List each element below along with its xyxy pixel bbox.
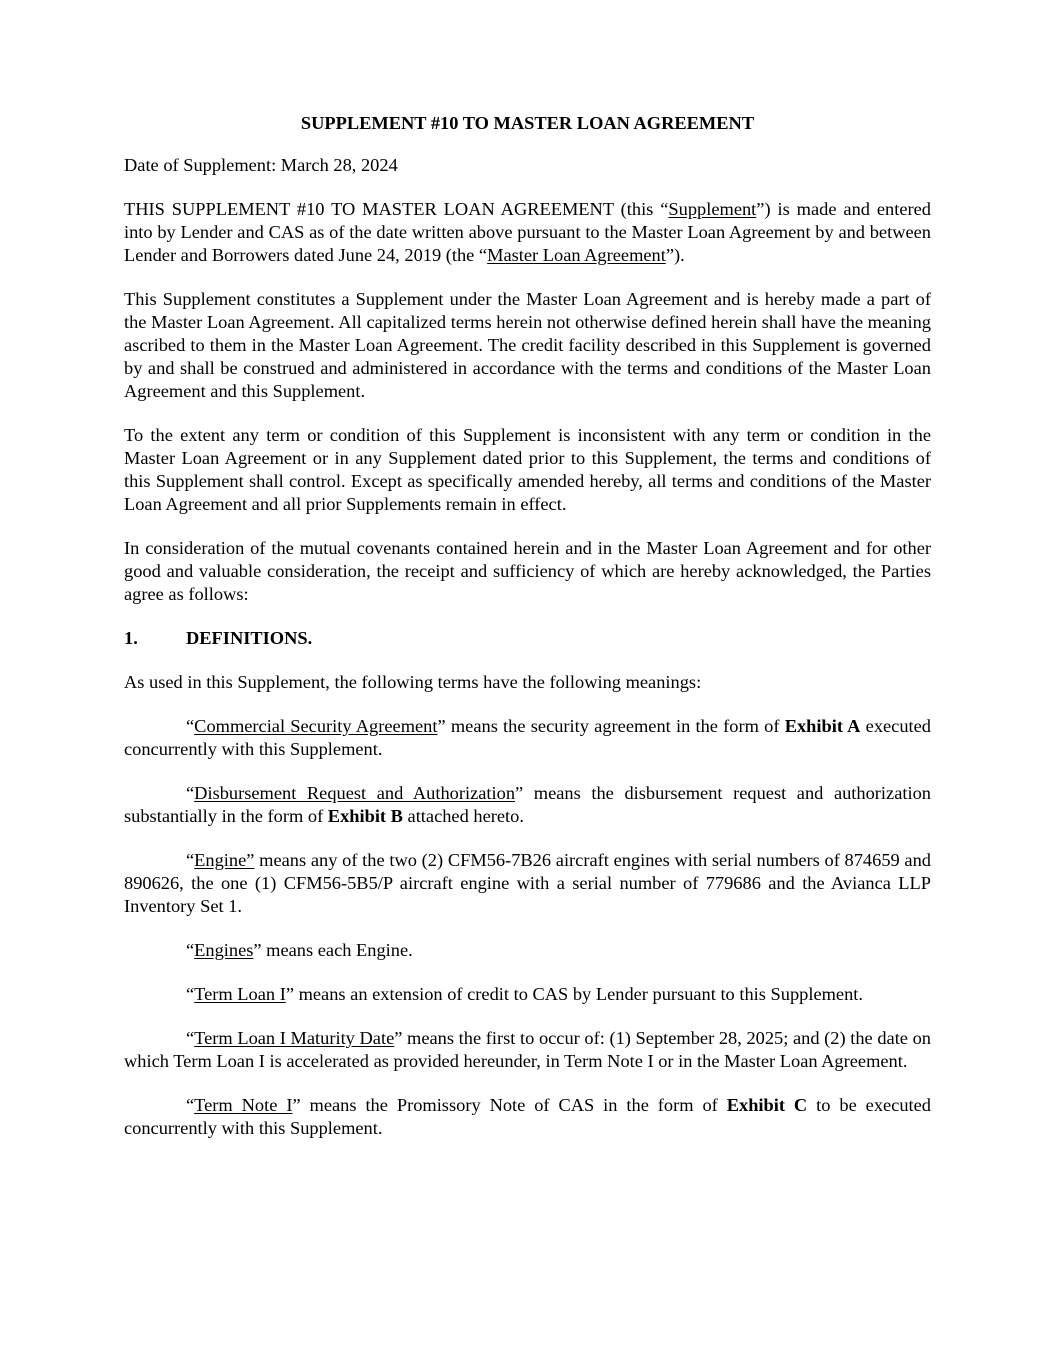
definitions-lead: As used in this Supplement, the following terms have the following meanings: — [124, 672, 702, 692]
definition-text: to be executed concurrently with this Supplement. — [124, 1095, 932, 1138]
definition-text: ” means each Engine. — [253, 940, 413, 960]
defined-term: Engine” — [194, 850, 255, 870]
quote-open: “ — [186, 940, 195, 960]
definition-text: ” means the disbursement request and authorization substantially in the form of — [124, 783, 931, 826]
definition-text: ” means the first to occur of: (1) September 28, 2025; and (2) the date on which Term Loan I is accelerated as provided hereunder, in Term Note I or in the Master Loan Agreement. — [124, 1028, 931, 1071]
exhibit-reference: Exhibit A — [784, 716, 861, 736]
definition-text: ” means an extension of credit to CAS by Lender pursuant to this Supplement. — [285, 984, 863, 1004]
definition-text: attached hereto. — [402, 806, 524, 826]
definition-term-loan-i-maturity-date — [124, 1027, 931, 1073]
defined-term-supplement: Supplement — [668, 199, 757, 219]
quote-open: “ — [186, 1095, 195, 1115]
exhibit-reference: Exhibit B — [327, 806, 403, 826]
definition-engines — [124, 939, 931, 962]
section-title: DEFINITIONS. — [186, 628, 313, 648]
definition-term-note-i — [124, 1094, 931, 1140]
intro-paragraph — [124, 198, 931, 267]
definition-term-loan-i — [124, 983, 931, 1006]
definition-text: ” means the security agreement in the form of — [437, 716, 785, 736]
section-number: 1. — [124, 628, 138, 648]
definition-engine — [124, 849, 931, 918]
defined-term: Engines — [194, 940, 254, 960]
definition-disbursement-request — [124, 782, 931, 828]
defined-term: Disbursement Request and Authorization — [194, 783, 516, 803]
supplement-date: Date of Supplement: March 28, 2024 — [124, 155, 398, 175]
defined-term: Term Note I — [194, 1095, 293, 1115]
intro-text-2: ”) is made and entered into by Lender and CAS as of the date written above pursuant to the Master Loan Agreement by and between Lender and Borrowers dated June 24, 2019 (the “ — [124, 199, 931, 265]
defined-term: Term Loan I — [194, 984, 286, 1004]
defined-term: Term Loan I Maturity Date — [194, 1028, 395, 1048]
document-title: SUPPLEMENT #10 TO MASTER LOAN AGREEMENT — [300, 113, 755, 133]
exhibit-reference: Exhibit C — [726, 1095, 808, 1115]
intro-text-1: THIS SUPPLEMENT #10 TO MASTER LOAN AGREEMENT (this “ — [124, 199, 669, 219]
definition-text: ” means the Promissory Note of CAS in the form of — [292, 1095, 727, 1115]
quote-open: “ — [186, 850, 195, 870]
definition-commercial-security-agreement — [124, 715, 931, 761]
document-page — [124, 112, 931, 1161]
intro-text-3: ”). — [665, 245, 685, 265]
section-1-heading — [124, 627, 931, 650]
defined-term: Commercial Security Agreement — [194, 716, 438, 736]
quote-open: “ — [186, 1028, 195, 1048]
inconsistency-paragraph: To the extent any term or condition of this Supplement is inconsistent with any term or condition in the Master Loan Agreement or in any Supplement dated prior to this Supplement, the terms and conditions of this Supplement shall control. Except as specifically amended hereby, all terms and conditions of the Master Loan Agreement and all prior Supplements remain in effect. — [124, 425, 931, 514]
quote-open: “ — [186, 716, 195, 736]
consideration-paragraph: In consideration of the mutual covenants contained herein and in the Master Loan Agreement and for other good and valuable consideration, the receipt and sufficiency of which are hereby acknowledged, the Parties agree as follows: — [124, 538, 931, 604]
definition-text: executed concurrently with this Supplement. — [124, 716, 931, 759]
definition-text: means any of the two (2) CFM56-7B26 aircraft engines with serial numbers of 874659 and 890626, the one (1) CFM56-5B5/P aircraft engine with a serial number of 779686 and the Avianca LLP Inventory Set 1. — [124, 850, 931, 916]
quote-open: “ — [186, 984, 195, 1004]
supplement-constitutes-paragraph: This Supplement constitutes a Supplement under the Master Loan Agreement and is hereby made a part of the Master Loan Agreement. All capitalized terms herein not otherwise defined herein shall have the meaning ascribed to them in the Master Loan Agreement. The credit facility described in this Supplement is governed by and shall be construed and administered in accordance with the terms and conditions of the Master Loan Agreement and this Supplement. — [124, 289, 931, 401]
quote-open: “ — [186, 783, 195, 803]
defined-term-master-loan-agreement: Master Loan Agreement — [487, 245, 666, 265]
